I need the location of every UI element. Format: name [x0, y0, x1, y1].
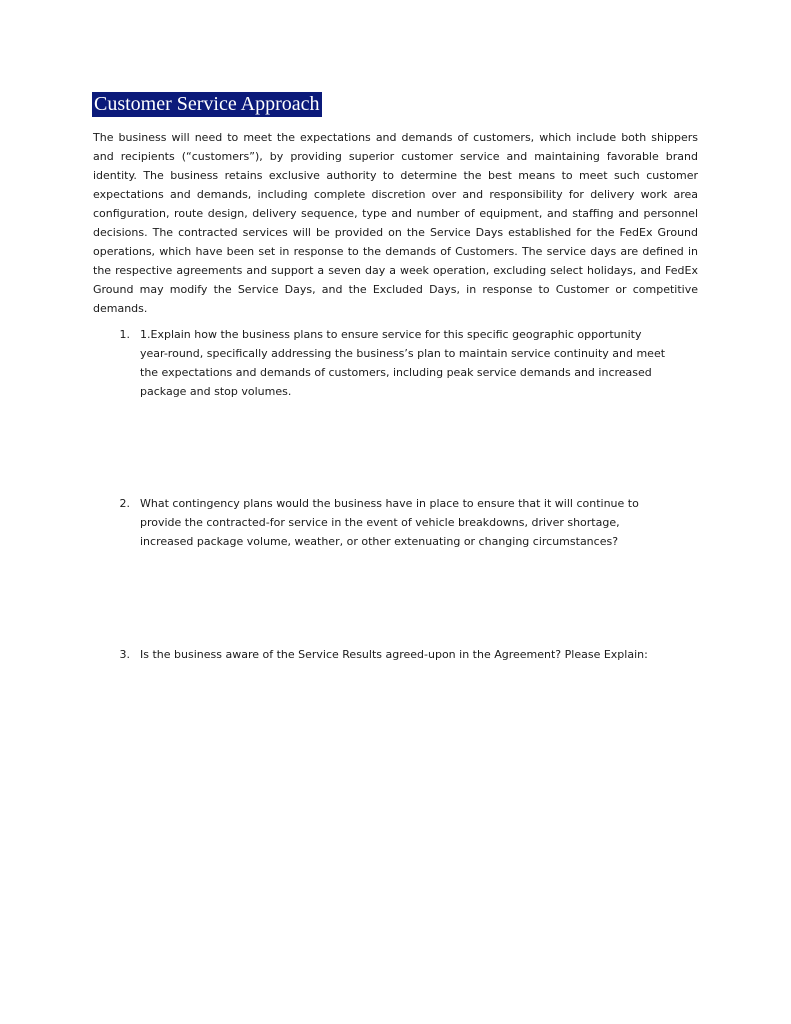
- question-text: Is the business aware of the Service Results agreed-upon in the Agreement? Please Explain:: [140, 648, 648, 661]
- question-item: [108, 494, 668, 551]
- question-text: 1.Explain how the business plans to ensure service for this specific geographic opportunity year-round, specifically addressing the business’s plan to maintain service continuity and meet the expectations and demands of customers, including peak service demands and increased package and stop volumes.: [140, 328, 666, 398]
- question-item: [108, 645, 668, 664]
- question-number: 1.: [119, 328, 130, 341]
- section-heading: Customer Service Approach: [94, 93, 320, 115]
- question-text: What contingency plans would the business have in place to ensure that it will continue to provide the contracted-for service in the event of vehicle breakdowns, driver shortage, increased package volume, weather, or other extenuating or changing circumstances?: [140, 497, 639, 548]
- question-item: [108, 325, 668, 401]
- intro-paragraph: The business will need to meet the expectations and demands of customers, which include both shippers and recipients (“customers”), by providing superior customer service and maintaining favorable brand identity. The business retains exclusive authority to determine the best means to meet such customer expectations and demands, including complete discretion over and responsibility for delivery work area configuration, route design, delivery sequence, type and number of equipment, and staffing and personnel decisions. The contracted services will be provided on the Service Days established for the FedEx Ground operations, which have been set in response to the demands of Customers. The service days are defined in the respective agreements and support a seven day a week operation, excluding select holidays, and FedEx Ground may modify the Service Days, and the Excluded Days, in response to Customer or competitive demands.: [93, 131, 698, 315]
- question-number: 3.: [119, 648, 130, 661]
- question-number: 2.: [119, 497, 130, 510]
